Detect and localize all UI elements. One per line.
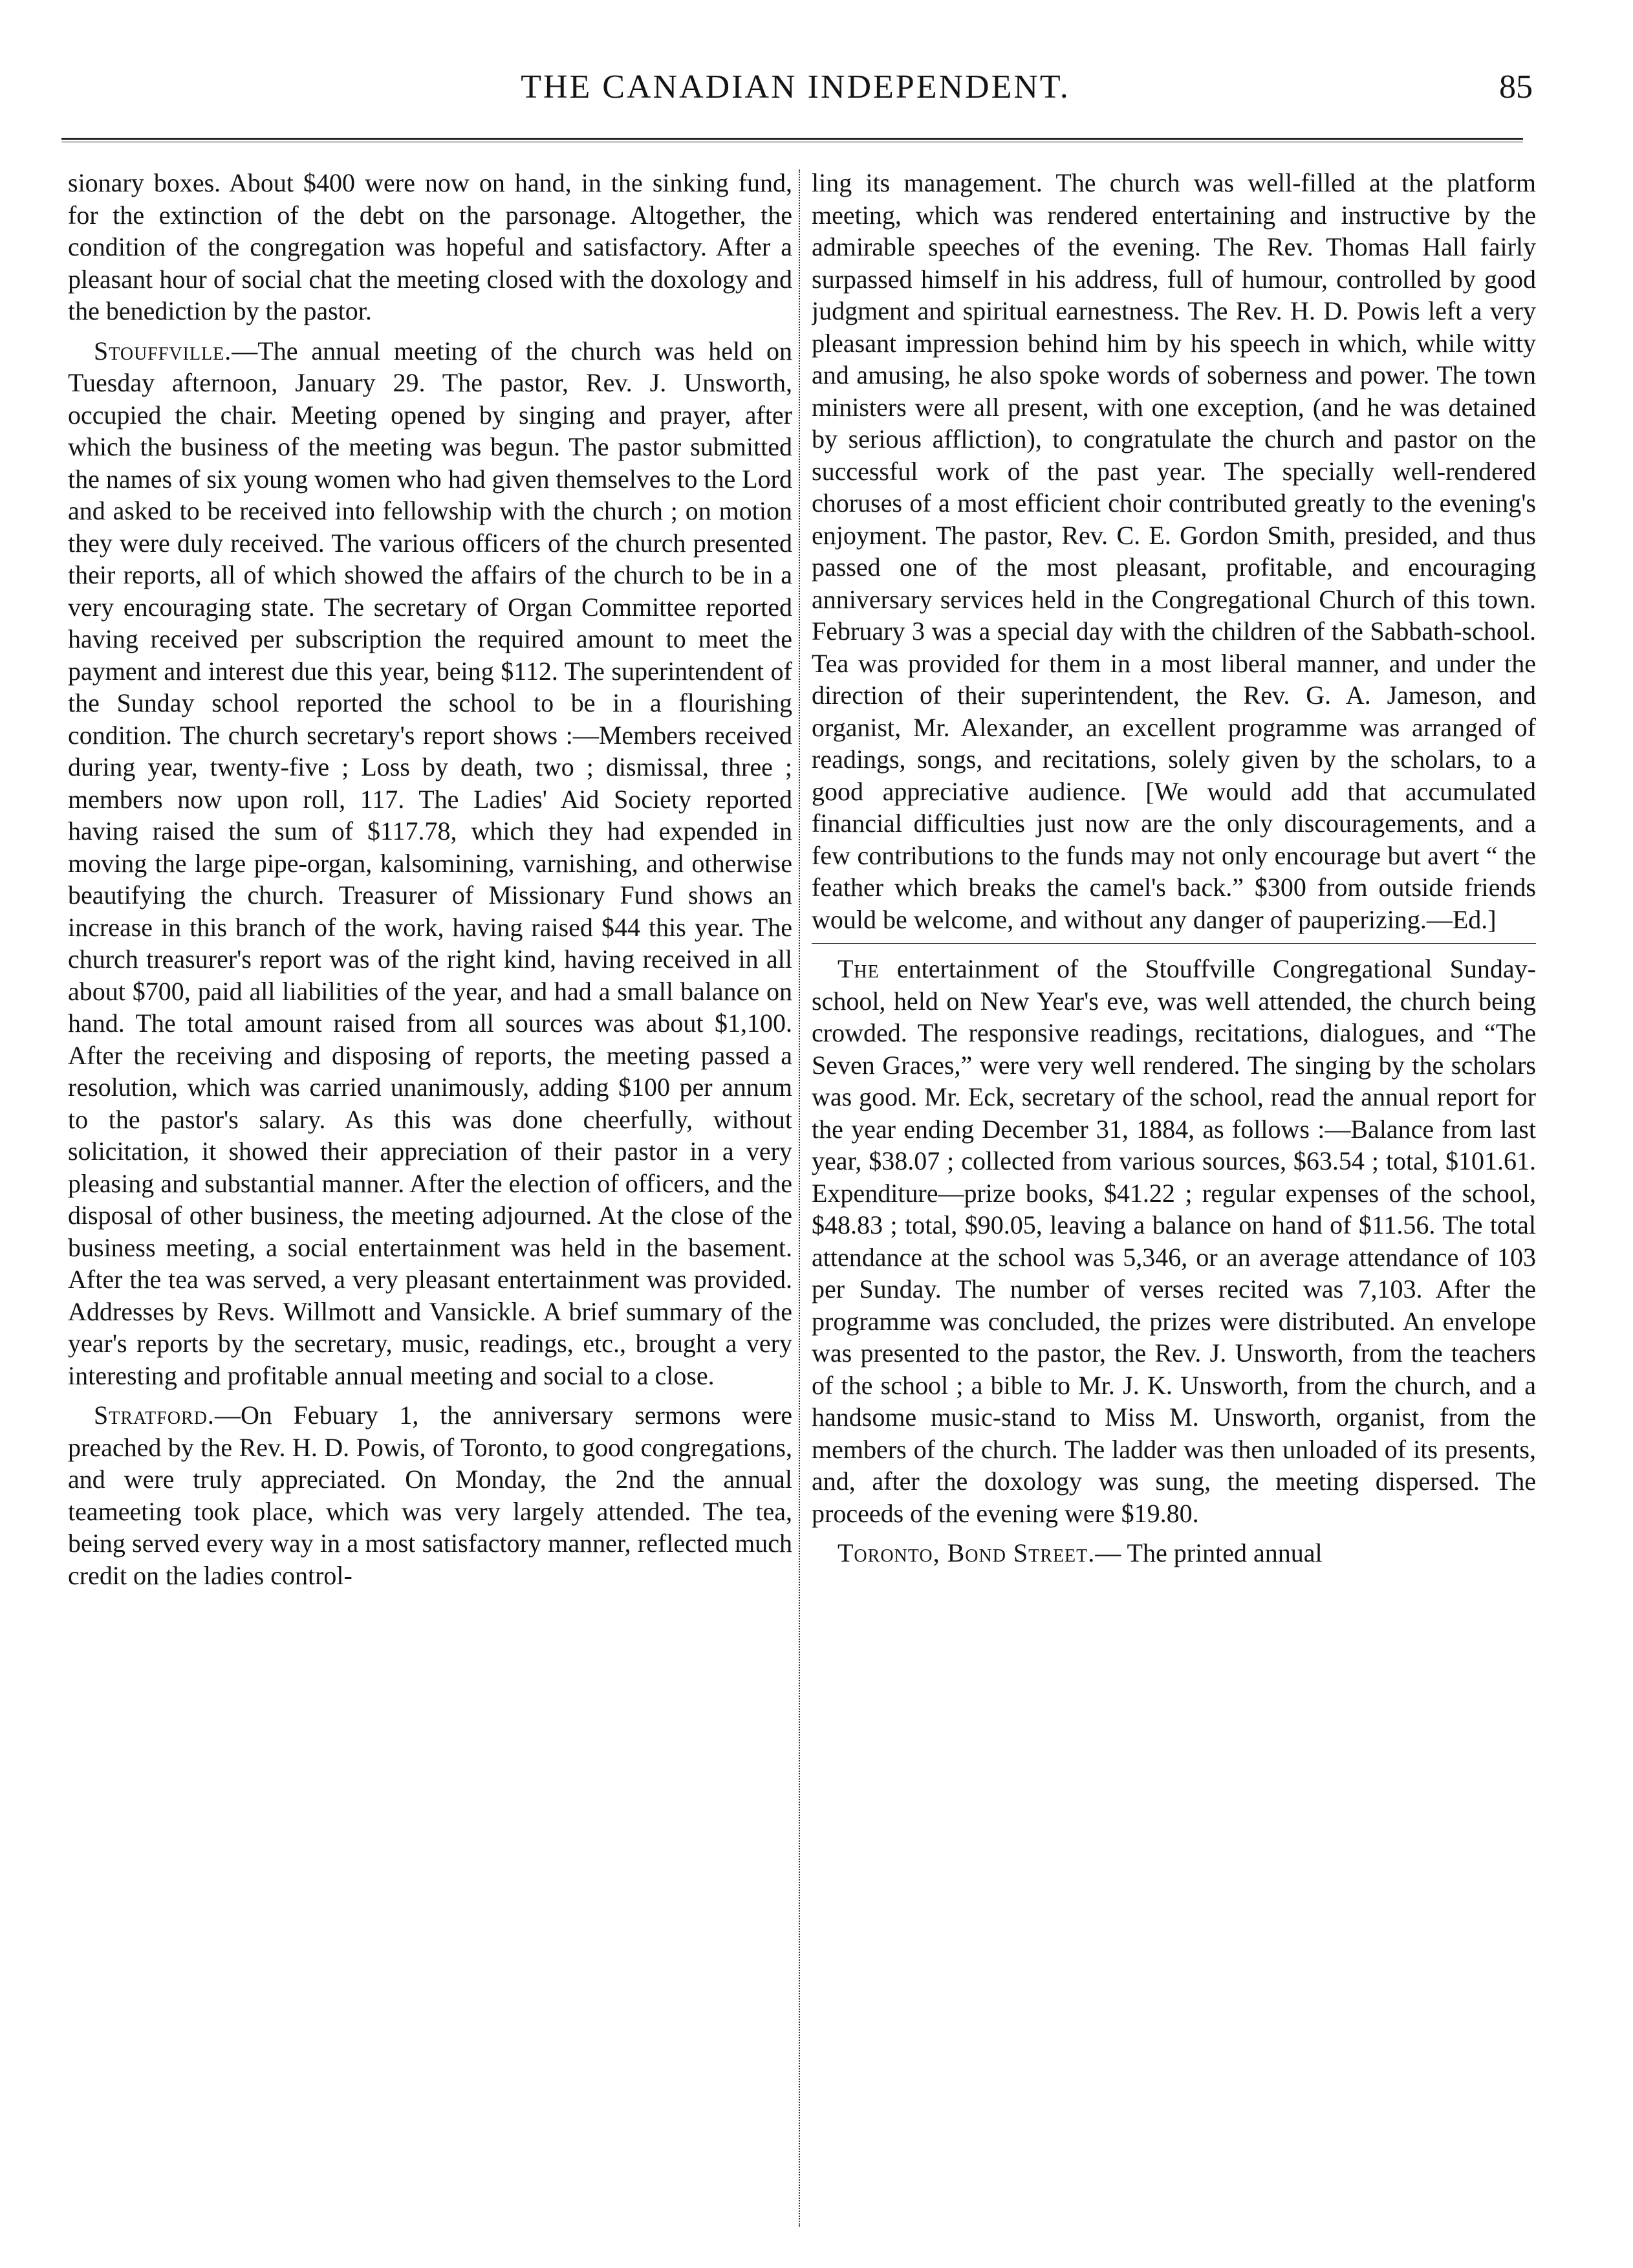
paragraph-sunday-school: [812, 953, 1536, 1529]
paragraph-sunday-school-body: entertainment of the Stouffville Congregational Sunday-school, held on New Year's eve, was well attended, the church being crowded. The responsive readings, recitations, dialogues, and “The Seven Graces,” were very well rendered. The singing by the scholars was good. Mr. Eck, secretary of the school, read the annual report for the year ending December 31, 1884, as follows :—Balance from last year, $38.07 ; collected from various sources, $63.54 ; total, $101.61. Expenditure—prize books, $41.22 ; regular expenses of the school, $48.83 ; total, $90.05, leaving a balance on hand of $11.56. The total attendance at the school was 5,346, or an average attendance of 103 per Sunday. The number of verses recited was 7,103. After the programme was concluded, the prizes were distributed. An envelope was presented to the pastor, the Rev. J. Unsworth, from the teachers of the school ; a bible to Mr. J. K. Unsworth, from the church, and a handsome music-stand to Miss M. Unsworth, organist, from the members of the church. The ladder was then unloaded of its presents, and, after the doxology was sung, the meeting dispersed. The proceeds of the evening were $19.80.: [812, 954, 1536, 1528]
left-column: [68, 167, 792, 2230]
section-divider: [812, 943, 1536, 944]
header-rule: [61, 138, 1523, 142]
running-head: [58, 65, 1533, 110]
page-number: 85: [1499, 69, 1533, 105]
paragraph-toronto-bond-street: [812, 1537, 1536, 1569]
paragraph-stratford: [68, 1399, 792, 1591]
column-divider: [799, 169, 800, 2227]
paragraph-stouffville-body: —The annual meeting of the church was held on Tuesday afternoon, January 29. The pastor, Rev. J. Unsworth, occupied the chair. Meeting opened by singing and prayer, after which the business of the meeting was begun. The pastor submitted the names of six young women who had given themselves to the Lord and asked to be received into fellowship with the church ; on motion they were duly received. The various officers of the church presented their reports, all of which showed the affairs of the church to be in a very encouraging state. The secretary of Organ Committee reported having received per subscription the required amount to meet the payment and interest due this year, being $112. The superintendent of the Sunday school reported the school to be in a flourishing condition. The church secretary's report shows :—Members received during year, twenty-five ; Loss by death, two ; dismissal, three ; members now upon roll, 117. The Ladies' Aid Society reported having raised the sum of $117.78, which they had expended in moving the large pipe-organ, kalsomining, varnishing, and otherwise beautifying the church. Treasurer of Missionary Fund shows an increase in this branch of the work, having raised $44 this year. The church treasurer's report was of the right kind, having received in all about $700, paid all liabilities of the year, and had a small balance on hand. The total amount raised from all sources was about $1,100. After the receiving and disposing of reports, the meeting passed a resolution, which was carried unanimously, adding $100 per annum to the pastor's salary. As this was done cheerfully, without solicitation, it showed their appreciation of their pastor in a very pleasing and substantial manner. After the election of officers, and the disposal of other business, the meeting adjourned. At the close of the business meeting, a social entertainment was held in the basement. After the tea was served, a very pleasant entertainment was provided. Addresses by Revs. Willmott and Vansickle. A brief summary of the year's reports by the secretary, music, readings, etc., brought a very interesting and profitable annual meeting and social to a close.: [68, 336, 792, 1390]
section-head-stouffville: Stouffville.: [94, 336, 232, 365]
right-column: [812, 167, 1536, 2230]
section-head-stratford: Stratford.: [94, 1401, 215, 1430]
section-head-toronto: Toronto, Bond Street.: [838, 1538, 1096, 1567]
paragraph-missionary-boxes: sionary boxes. About $400 were now on hand, in the sinking fund, for the extinction of the debt on the parsonage. Altogether, the condition of the congregation was hopeful and satisfactory. After a pleasant hour of social chat the meeting closed with the doxology and the benediction by the pastor.: [68, 168, 792, 325]
journal-title: THE CANADIAN INDEPENDENT.: [521, 69, 1070, 105]
paragraph-stratford-body: —On Febuary 1, the anniversary sermons were preached by the Rev. H. D. Powis, of Toronto, to good congregations, and were truly appreciated. On Monday, the 2nd the annual teameeting took place, which was very largely attended. The tea, being served every way in a most satisfactory manner, reflected much credit on the ladies control-: [68, 1401, 792, 1590]
paragraph-toronto-body: — The printed annual: [1095, 1538, 1323, 1567]
paragraph-stratford-continued: ling its management. The church was well-filled at the platform meeting, which was rendered entertaining and instructive by the admirable speeches of the evening. The Rev. Thomas Hall fairly surpassed himself in his address, full of humour, controlled by good judgment and spiritual earnestness. The Rev. H. D. Powis left a very pleasant impression behind him by his speech in which, while witty and amusing, he also spoke words of soberness and power. The town ministers were all present, with one exception, (and he was detained by serious affliction), to congratulate the church and pastor on the successful work of the past year. The specially well-rendered choruses of a most efficient choir contributed greatly to the evening's enjoyment. The pastor, Rev. C. E. Gordon Smith, presided, and thus passed one of the most pleasant, profitable, and encouraging anniversary services held in the Congregational Church of this town. February 3 was a special day with the children of the Sabbath-school. Tea was provided for them in a most liberal manner, and under the direction of their superintendent, the Rev. G. A. Jameson, and organist, Mr. Alexander, an excellent programme was arranged of readings, songs, and recitations, solely given by the scholars, to a good appreciative audience. [We would add that accumulated financial difficulties just now are the only discouragements, and a few contributions to the funds may not only encourage but avert “ the feather which breaks the camel's back.” $300 from outside friends would be welcome, and without any danger of pauperizing.—Ed.]: [812, 168, 1536, 934]
section-head-the: The: [838, 954, 880, 983]
paragraph-stouffville: [68, 335, 792, 1392]
